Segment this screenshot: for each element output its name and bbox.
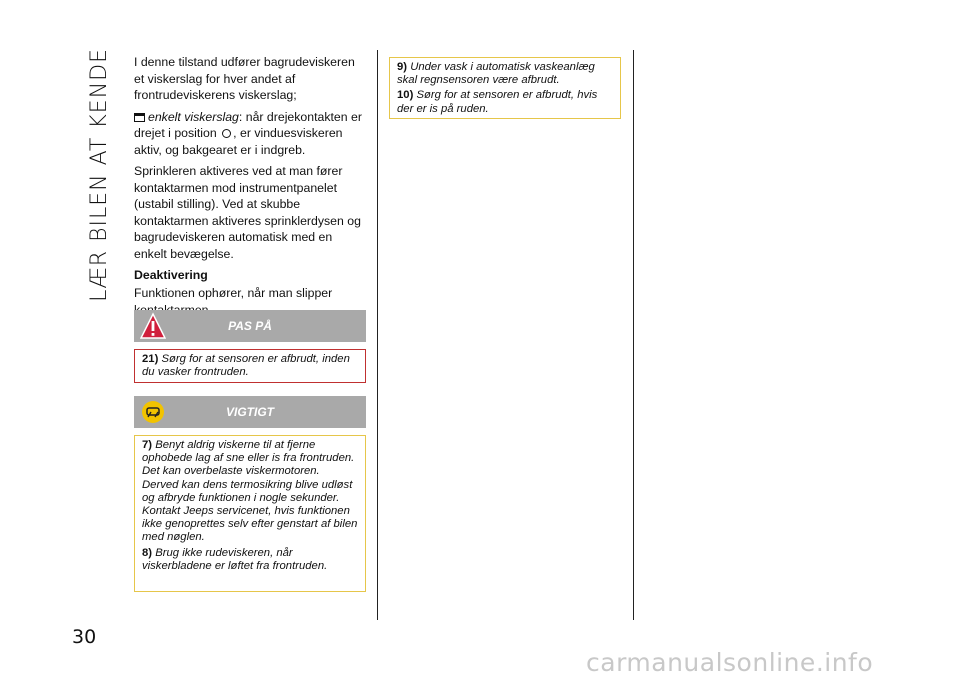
warning-note (142, 353, 358, 379)
paragraph-1: I denne tilstand udfører bagrudeviskeren et viskerslag for hver andet af frontrudeviskerens viskerslag; (134, 55, 355, 102)
subheading-deactivation: Deaktivering (134, 268, 208, 282)
paragraph-2-text-a: : når drejekontakten er drejet i position (134, 109, 362, 140)
warning-note-box (134, 349, 366, 383)
important-note-box (134, 435, 366, 592)
body-column (134, 54, 366, 323)
warning-header (134, 310, 366, 342)
section-title-text: LÆR BILEN AT KENDE (86, 48, 112, 302)
note-10 (397, 89, 613, 115)
important-note-8 (142, 547, 358, 573)
paragraph-3: Sprinkleren aktiveres ved at man fører kontaktarmen mod instrumentpanelet (ustabil stilling). Ved at skubbe kontaktarmen aktiveres sprinklerdysen og bagrudeviskeren automatisk med en enkelt bevægelse. (134, 164, 361, 261)
important-title: VIGTIGT (226, 405, 274, 419)
note-text: Under vask i automatisk vaskeanlæg skal regnsensoren være afbrudt. (397, 61, 595, 87)
section-title (78, 48, 120, 302)
watermark: carmanualsonline.info (586, 648, 874, 677)
page-number: 30 (72, 626, 97, 648)
single-wipe-term: enkelt viskerslag (148, 109, 239, 124)
note-number: 9) (397, 61, 408, 73)
rear-wiper-icon (134, 113, 145, 122)
note-number: 10) (397, 89, 414, 102)
position-o-icon (222, 129, 231, 138)
warning-title: PAS PÅ (228, 319, 272, 333)
warning-triangle-icon (140, 312, 166, 343)
column-divider-1 (377, 50, 378, 620)
note-number: 21) (142, 353, 159, 365)
note-text: Benyt aldrig viskerne til at fjerne ophobede lag af sne eller is fra frontruden. Det kan overbelaste viskermotoren. Derved kan dens termosikring blive udløst og afbryde funktionen i nogle sekunder. Kontakt Jeeps servicenet, hvis funktionen ikke genoprettes selv efter genstart af bilen med nøglen. (142, 439, 358, 544)
note-number: 7) (142, 439, 153, 451)
car-skid-icon (140, 398, 166, 429)
note-number: 8) (142, 546, 153, 559)
important-note-7 (142, 439, 358, 545)
paragraph-2-text-b: , er vinduesviskeren aktiv, og bakgearet er i indgreb. (134, 126, 343, 157)
note-9 (397, 61, 613, 87)
important-header (134, 396, 366, 428)
note-text: Brug ikke rudeviskeren, når viskerbladene er løftet fra frontruden. (142, 546, 328, 572)
note-text: Sørg for at sensoren er afbrudt, inden du vasker frontruden. (142, 353, 350, 379)
column-2-note-box (389, 57, 621, 119)
note-text: Sørg for at sensoren er afbrudt, hvis der er is på ruden. (397, 89, 598, 115)
paragraph-2 (134, 109, 366, 159)
column-divider-2 (633, 50, 634, 620)
paragraph-4: Funktionen ophører, når man slipper (134, 286, 333, 300)
